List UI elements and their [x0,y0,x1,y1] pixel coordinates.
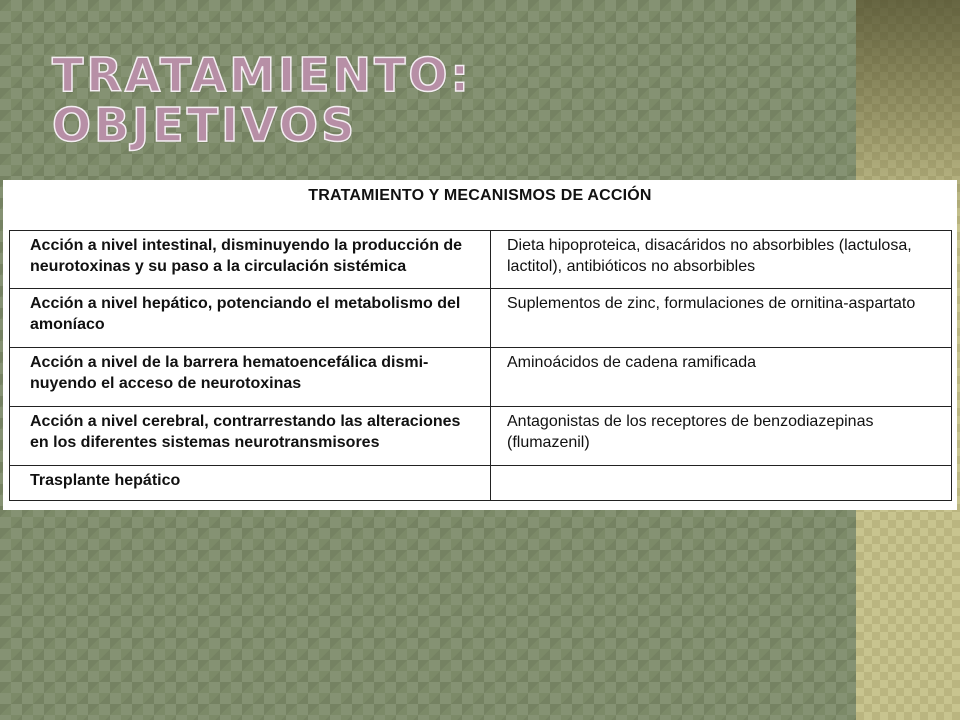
table-row [10,466,952,501]
treatment-cell: Dieta hipoproteica, disacáridos no absorbibles (lactulosa, lactitol), antibióticos no absorbibles [491,231,952,289]
table-row [10,231,952,289]
action-cell: Trasplante hepático [10,466,491,501]
treatment-cell: Aminoácidos de cadena ramificada [491,348,952,407]
treatment-cell [491,466,952,501]
mechanism-table [9,230,952,501]
slide-title-line-2: OBJETIVOS [52,98,358,152]
treatment-cell: Antagonistas de los receptores de benzodiazepinas (flumazenil) [491,407,952,466]
table-caption: TRATAMIENTO Y MECANISMOS DE ACCIÓN [308,187,652,204]
treatment-cell: Suplementos de zinc, formulaciones de ornitina-aspartato [491,289,952,348]
action-cell: Acción a nivel de la barrera hematoencefálica dismi-nuyendo el acceso de neurotoxinas [10,348,491,407]
slide-title [52,50,472,150]
action-cell: Acción a nivel intestinal, disminuyendo la producción de neurotoxinas y su paso a la circulación sistémica [10,231,491,289]
treatment-table-image [3,180,957,510]
action-cell: Acción a nivel hepático, potenciando el metabolismo del amoníaco [10,289,491,348]
table-row [10,348,952,407]
table-row [10,289,952,348]
table-row [10,407,952,466]
action-cell: Acción a nivel cerebral, contrarrestando las alteraciones en los diferentes sistemas neurotransmisores [10,407,491,466]
slide-title-line-1: TRATAMIENTO: [52,48,472,102]
